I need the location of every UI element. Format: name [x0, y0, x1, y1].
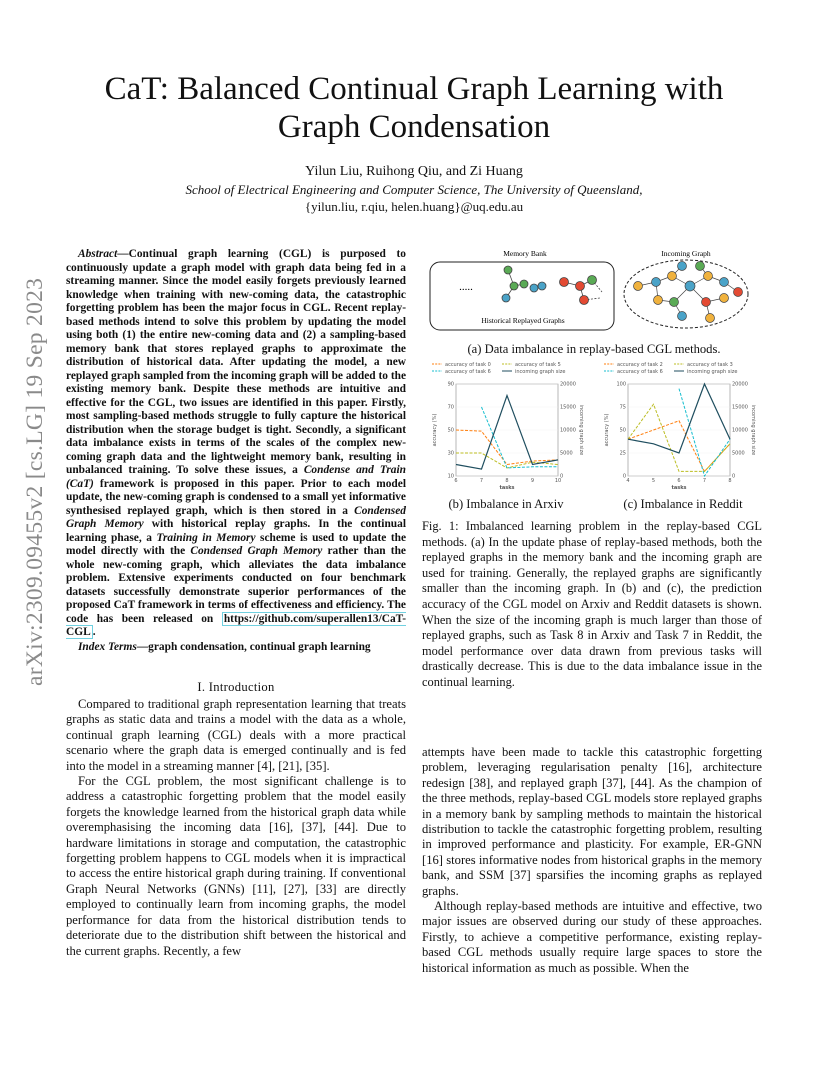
abstract-text: —Continual graph learning (CGL) is purposed to continuously update a graph model with graph data being fed in a streaming manner. Since the model easily forgets previously learned knowledge when training with new-coming data, the catastrophic forgetting problem has been the major focus in CGL. Recent replay-based methods intend to solve this problem by updating the model using both (1) the entire new-coming data and (2) a sampling-based memory bank that stores replayed graphs to approximate the distribution of historical data. After updating the model, a new replayed graph sampled from the incoming graph will be added to the existing memory bank. Despite these methods are intuitive and effective for the CGL, two issues are identified in this paper. Firstly, most sampling-based methods struggle to fully capture the historical distribution when the storage budget is tight. Secondly, a significant data imbalance exists in terms of the scales of the complex new-coming graph data and the lightweight memory bank, resulting in unbalanced training. To solve these issues, a: [66, 248, 406, 476]
legend-label: accuracy of task 3: [687, 361, 733, 368]
historical-replayed-label: Historical Replayed Graphs: [481, 316, 565, 325]
incoming-graph-label: Incoming Graph: [661, 249, 711, 258]
x-tick-label: 6: [677, 478, 681, 484]
y-tick-label: 10: [447, 473, 454, 480]
y-tick-label: 70: [447, 404, 454, 411]
legend-label: incoming graph size: [687, 368, 738, 375]
replayed-graph-2: [560, 276, 603, 305]
legend-label: incoming graph size: [515, 368, 566, 375]
x-tick-label: 9: [530, 478, 535, 484]
abstract-text: framework is proposed in this paper. Prior to each model update, the new-coming graph is condensed to a small yet informative synthesised replayed graph, which is then stored in a: [66, 477, 406, 517]
y-tick-label: 75: [619, 404, 626, 411]
abstract-text: .: [92, 626, 96, 638]
abstract: [66, 248, 406, 654]
cgm-name: Condensed Graph Memory: [66, 504, 406, 530]
y-tick-label: 30: [447, 450, 454, 457]
right-column-text: [422, 745, 762, 976]
memory-bank-label: Memory Bank: [503, 249, 547, 258]
paper-title: [80, 70, 748, 146]
x-tick-label: 8: [505, 478, 509, 484]
y2-tick-label: 0: [732, 473, 736, 480]
series-line: [628, 384, 730, 453]
x-tick-label: 6: [454, 478, 458, 484]
y-axis-label: accuracy (%): [604, 413, 610, 447]
legend-label: accuracy of task 2: [617, 361, 663, 368]
legend-label: accuracy of task 6: [617, 368, 663, 375]
y-tick-label: 0: [622, 473, 626, 480]
series-line: [456, 396, 558, 470]
cgm-name: Condensed Graph Memory: [190, 545, 323, 557]
body-paragraph: attempts have been made to tackle this catastrophic forgetting problem, leveraging regularisation penalty [16], architecture redesign [38], and replayed graph [37], [44]. As the champion of the three methods, replay-based CGL models store replayed graphs in a memory bank by sampling methods to maintain the historical distribution to tackle the catastrophic forgetting problem, resulting in improved performance and plasticity. For example, ER-GNN [16] stores informative nodes from historical graphs in the memory bank, and SSM [37] sparsifies the incoming graphs as replayed graphs.: [422, 745, 762, 898]
x-tick-label: 5: [651, 478, 656, 484]
abstract-label: Abstract: [78, 248, 118, 260]
y-tick-label: 50: [447, 427, 454, 434]
title-line-2: Graph Condensation: [277, 109, 551, 145]
x-axis-label: tasks: [499, 485, 515, 491]
title-line-1: CaT: Balanced Continual Graph Learning with: [104, 71, 724, 107]
y2-axis-label: incoming graph size: [578, 404, 584, 456]
abstract-text: rather than the whole new-coming graph, which alleviates the data imbalance problem. Extensive experiments conducted on four benchmark datasets successfully demonstrate superior performances of the proposed CaT framework in terms of effectiveness and efficiency. The code has been released on: [66, 545, 406, 625]
section-heading: I. Introduction: [197, 680, 275, 694]
cat-name: Condense and Train (CaT): [66, 464, 406, 490]
legend-label: accuracy of task 6: [445, 368, 491, 375]
y2-tick-label: 5000: [732, 450, 745, 457]
y2-tick-label: 10000: [732, 427, 748, 434]
legend-label: accuracy of task 5: [515, 361, 561, 368]
y2-tick-label: 15000: [732, 404, 748, 411]
replayed-graph-1: [502, 266, 546, 302]
y2-tick-label: 20000: [732, 381, 748, 388]
emails: {yilun.liu, r.qiu, helen.huang}@uq.edu.au: [304, 199, 524, 214]
authors: Yilun Liu, Ruihong Qiu, and Zi Huang: [305, 164, 523, 179]
chart-reddit: [598, 358, 758, 494]
series-line: [456, 430, 558, 465]
affiliation: School of Electrical Engineering and Computer Science, The University of Queensland,: [185, 182, 643, 197]
x-axis-label: tasks: [671, 485, 687, 491]
code-link[interactable]: https://github.com/superallen13/CaT-CGL: [66, 612, 406, 638]
y2-tick-label: 15000: [560, 404, 576, 411]
intro-paragraph: For the CGL problem, the most significant challenge is to address a catastrophic forgetting problem that the model easily forgets the knowledge learned from the historical graph data while overemphasising the incoming data [16], [37], [44]. Due to hardware limitations in storage and computation, the catastrophic forgetting problem happens to CGL models when it is impractical to access the entire historical graph during training. If conventional Graph Neural Networks (GNNs) [11], [27], [33] are directly employed to continually learn from incoming graphs, the model performance for data from the historical distribution tends to deteriorate due to the distribution shift between the historical and the current graphs. Recently, a few: [66, 774, 406, 958]
y-tick-label: 100: [616, 381, 626, 388]
index-terms-text: —graph condensation, continual graph learning: [136, 640, 371, 653]
x-tick-label: 7: [702, 478, 707, 484]
y-tick-label: 25: [619, 450, 626, 457]
abstract-text: with historical replay graphs. In the continual learning phase, a: [66, 518, 406, 544]
y2-tick-label: 5000: [560, 450, 573, 457]
figure-caption: Fig. 1: Imbalanced learning problem in the replay-based CGL methods. (a) In the update phase of replay-based methods, both the replayed graphs in the memory bank and the incoming graph are used for training. Generally, the replayed graphs are significantly smaller than the incoming graph. In (b) and (c), the prediction accuracy of the CGL model on Arxiv and Reddit datasets is shown. When the size of the incoming graph is much larger than those of replayed graphs, such as Task 8 in Arxiv and Task 7 in Reddit, the model performance over data drawn from previous tasks will drastically decrease. This is due to the data imbalance issue in the continual learning.: [422, 519, 762, 689]
y2-tick-label: 20000: [560, 381, 576, 388]
figure-a-diagram: [424, 246, 764, 338]
y2-axis-label: incoming graph size: [750, 404, 756, 456]
y2-tick-label: 0: [560, 473, 564, 480]
introduction-text: [66, 697, 406, 959]
series-line: [628, 421, 730, 472]
y-axis-label: accuracy (%): [432, 413, 438, 447]
y-tick-label: 90: [447, 381, 454, 388]
arxiv-identifier: arXiv:2309.09455v2 [cs.LG] 19 Sep 2023: [22, 277, 48, 686]
incoming-graph: [624, 260, 748, 328]
tim-name: Training in Memory: [156, 531, 256, 544]
x-tick-label: 4: [626, 478, 630, 484]
index-terms: [66, 641, 406, 655]
y2-tick-label: 10000: [560, 427, 576, 434]
x-tick-label: 7: [479, 478, 484, 484]
x-tick-label: 10: [554, 478, 562, 484]
x-tick-label: 8: [728, 478, 732, 484]
y-tick-label: 50: [619, 427, 626, 434]
ellipsis: .....: [459, 281, 473, 293]
caption-a: (a) Data imbalance in replay-based CGL methods.: [467, 342, 721, 356]
caption-c: (c) Imbalance in Reddit: [623, 497, 743, 511]
index-terms-label: Index Terms: [78, 640, 137, 653]
legend-label: accuracy of task 0: [445, 361, 491, 368]
intro-paragraph: Compared to traditional graph representation learning that treats graphs as static data and trains a model with the data as a whole, continual graph learning (CGL) deals with a more practical scenario where the graph data is emerged continually and is fed into the model in a streaming manner [4], [21], [35].: [66, 697, 406, 773]
series-line: [456, 453, 558, 468]
abstract-text: scheme is used to update the model directly with the: [66, 531, 406, 557]
body-paragraph: Although replay-based methods are intuitive and effective, two major issues are observed during our study of these approaches. Firstly, to achieve a competitive performance, existing replay-based CGL methods usually require large spaces to store the historical information as much as possible. When the: [422, 899, 762, 975]
chart-arxiv: [426, 358, 586, 494]
caption-b: (b) Imbalance in Arxiv: [448, 497, 564, 511]
